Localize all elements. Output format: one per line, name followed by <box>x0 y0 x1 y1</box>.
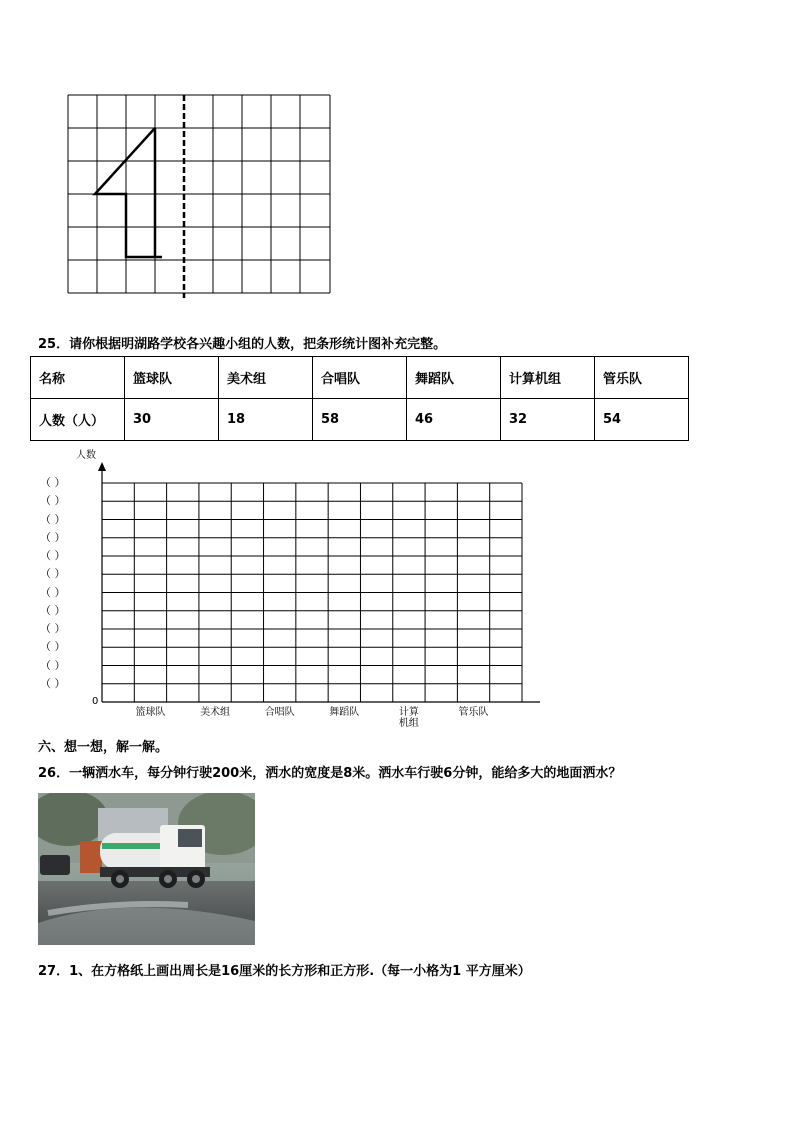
x-tick-label: 计算 机组 <box>398 707 419 729</box>
symmetry-grid-figure <box>66 93 336 303</box>
y-tick-blank: （ ） <box>40 549 66 562</box>
y-axis-arrow <box>98 462 106 471</box>
x-tick-label: 管乐队 <box>458 707 489 718</box>
table-cell: 32 <box>501 399 595 441</box>
x-tick-label: 篮球队 <box>135 707 166 718</box>
table-cell: 合唱队 <box>313 357 407 399</box>
question-26-text: 26．一辆洒水车，每分钟行驶200米，洒水的宽度是8米。洒水车行驶6分钟，能给多大的地面洒水？ <box>38 766 622 781</box>
y-tick-blank: （ ） <box>40 494 66 508</box>
table-cell: 18 <box>219 399 313 441</box>
y-tick-blank: （ ） <box>40 512 66 526</box>
table-cell: 46 <box>407 399 501 441</box>
y-tick-blank: （ ） <box>40 476 66 489</box>
y-tick-blank: （ ） <box>40 676 66 690</box>
table-row-counts <box>31 399 689 441</box>
y-axis-title: 人数 <box>76 450 96 461</box>
table-count-label: 人数（人） <box>31 399 125 441</box>
table-cell: 30 <box>125 399 219 441</box>
table-row-names <box>31 357 689 399</box>
x-tick-label: 合唱队 <box>264 707 295 718</box>
table-cell: 美术组 <box>219 357 313 399</box>
y-tick-blank: （ ） <box>40 622 66 635</box>
table-cell: 舞蹈队 <box>407 357 501 399</box>
sprinkler-truck-photo <box>38 793 255 945</box>
table-cell: 54 <box>595 399 689 441</box>
section-six-heading: 六、想一想，解一解。 <box>38 740 169 755</box>
interest-group-table <box>30 356 689 441</box>
x-tick-label: 舞蹈队 <box>329 707 360 718</box>
y-tick-blank: （ ） <box>40 640 66 654</box>
question-25-text: 25．请你根据明湖路学校各兴趣小组的人数，把条形统计图补充完整。 <box>38 337 447 352</box>
question-27-text: 27．1、在方格纸上画出周长是16厘米的长方形和正方形.（每一小格为1 平方厘米） <box>38 964 531 979</box>
half-shape <box>95 128 162 257</box>
y-tick-blank: （ ） <box>40 567 66 581</box>
y-tick-blank: （ ） <box>40 658 66 672</box>
table-cell: 58 <box>313 399 407 441</box>
origin-label: 0 <box>92 696 99 707</box>
table-header-label: 名称 <box>31 357 125 399</box>
table-cell: 篮球队 <box>125 357 219 399</box>
table-cell: 计算机组 <box>501 357 595 399</box>
y-tick-blank: （ ） <box>40 530 66 544</box>
bar-chart <box>0 440 560 740</box>
table-cell: 管乐队 <box>595 357 689 399</box>
y-tick-blank: （ ） <box>40 603 66 617</box>
x-tick-label: 美术组 <box>200 707 231 718</box>
y-tick-blank: （ ） <box>40 585 66 599</box>
chart-grid <box>0 440 560 710</box>
